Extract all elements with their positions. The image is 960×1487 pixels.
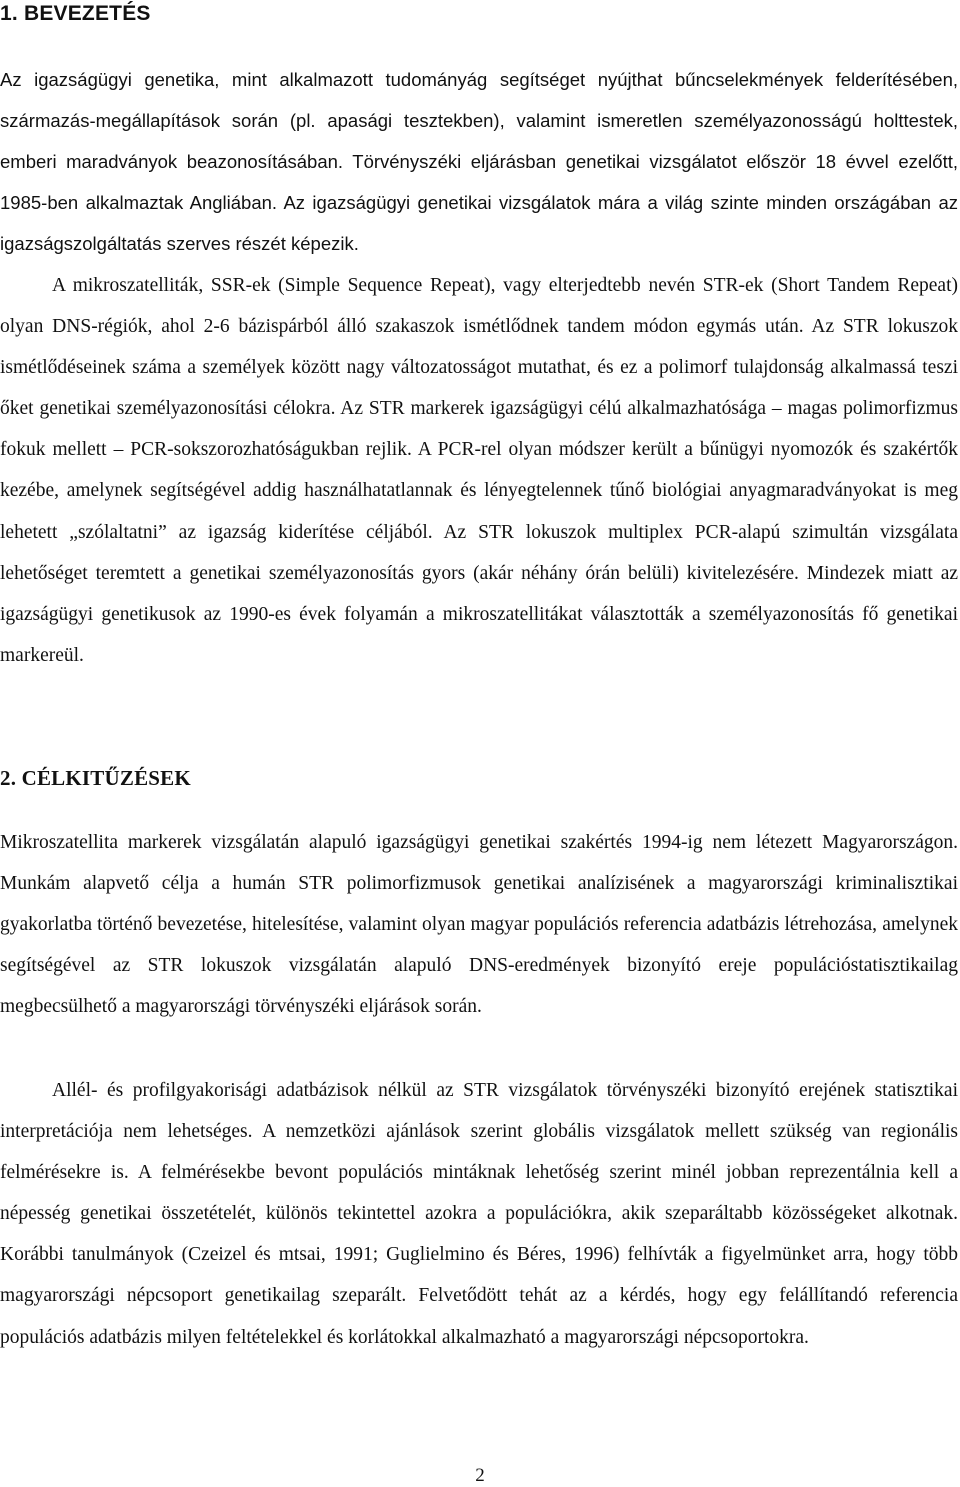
page-number: 2 (475, 1465, 485, 1486)
section-heading-celkituzesek: 2. CÉLKITŰZÉSEK (0, 766, 191, 790)
paragraph-intro-2: A mikroszatelliták, SSR-ek (Simple Sequence Repeat), vagy elterjedtebb nevén STR-ek (Short Tandem Repeat) olyan DNS-régiók, ahol 2-6 bázispárból álló szakaszok ismétlődnek tandem módon egymás után. Az STR lokuszok ismétlődéseinek száma a személyek között nagy változatosságot mutathat, és ez a polimorf tulajdonság alkalmassá teszi őket genetikai személyazonosítási célokra. Az STR markerek igazságügyi célú alkalmazhatósága – magas polimorfizmus fokuk mellett – PCR-sokszorozhatóságukban rejlik. A PCR-rel olyan módszer került a bűnügyi nyomozók és szakértők kezébe, amelynek segítségével addig használhatatlannak és lényegtelennek tűnő biológiai anyagmaradványokat is meg lehetett „szólaltatni” az igazság kiderítése céljából. Az STR lokuszok multiplex PCR-alapú szimultán vizsgálata lehetőséget teremtett a genetikai személyazonosítás gyors (akár néhány órán belüli) kivitelezésére. Mindezek miatt az igazságügyi genetikusok az 1990-es évek folyamán a mikroszatellitákat választották a személyazonosítás fő genetikai markereül. (0, 275, 958, 666)
section-heading-bevezetes: 1. BEVEZETÉS (0, 2, 151, 25)
paragraph-goals-2: Allél- és profilgyakorisági adatbázisok nélkül az STR vizsgálatok törvényszéki bizonyító erejének statisztikai interpretációja nem lehetséges. A nemzetközi ajánlások szerint globális vizsgálatok mellett szükség van regionális felmérésekre is. A felmérésekbe bevont populációs mintáknak lehetőség szerint minél jobban reprezentálnia kell a népesség genetikai összetételét, különös tekintettel azokra a populációkra, akik szeparáltabb közösségeket alkotnak. Korábbi tanulmányok (Czeizel és mtsai, 1991; Guglielmino és Béres, 1996) felhívták a figyelmünket arra, hogy több magyarországi népcsoport genetikailag szeparált. Felvetődött tehát az a kérdés, hogy egy felállítandó referencia populációs adatbázis milyen feltételekkel és korlátokkal alkalmazható a magyarországi népcsoportokra. (0, 1080, 958, 1348)
paragraph-intro-1: Az igazságügyi genetika, mint alkalmazott tudományág segítséget nyújthat bűncselekmények felderítésében, származás-megállapítások során (pl. apasági tesztekben), valamint ismeretlen személyazonosságú holttestek, emberi maradványok beazonosításában. Törvényszéki eljárásban genetikai vizsgálatot először 18 évvel ezelőtt, 1985-ben alkalmaztak Angliában. Az igazságügyi genetikai vizsgálatok mára a világ szinte minden országában az igazságszolgáltatás szerves részét képezik. (0, 69, 958, 255)
paragraph-goals-1: Mikroszatellita markerek vizsgálatán alapuló igazságügyi genetikai szakértés 1994-ig nem létezett Magyarországon. Munkám alapvető célja a humán STR polimorfizmusok genetikai analízisének a magyarországi kriminalisztikai gyakorlatba történő bevezetése, hitelesítése, valamint olyan magyar populációs referencia adatbázis létrehozása, amelynek segítségével az STR lokuszok vizsgálatán alapuló DNS-eredmények bizonyító ereje populációstatisztikailag megbecsülhető a magyarországi törvényszéki eljárások során. (0, 832, 958, 1018)
